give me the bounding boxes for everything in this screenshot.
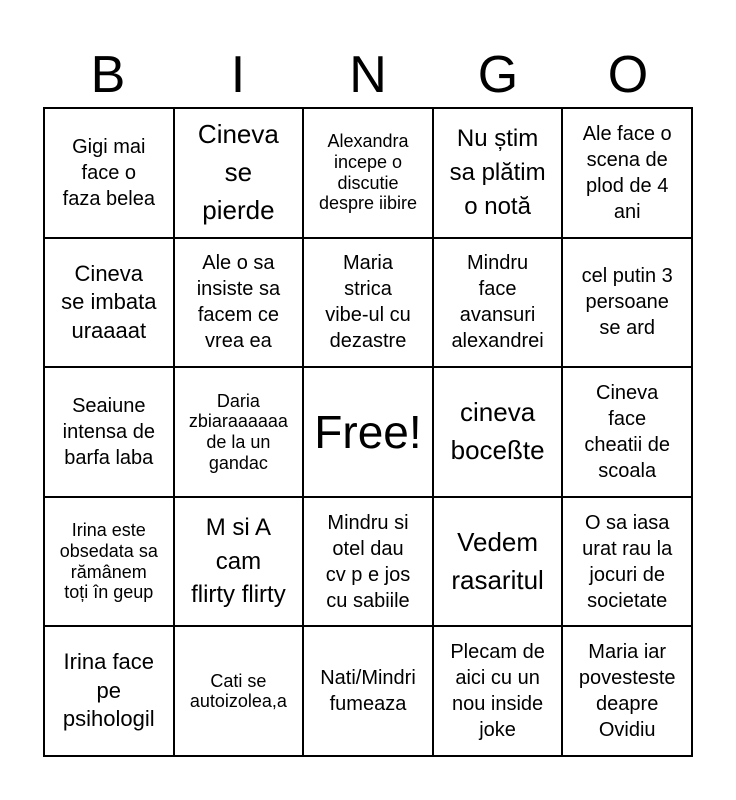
cell-text: Cati se autoizolea,a [189,670,287,712]
header-letter-o: O [607,46,649,104]
bingo-cell[interactable] [174,238,304,368]
bingo-cell[interactable] [562,238,692,368]
cell-text: Irina face pe psihologil [62,649,155,732]
bingo-free-cell[interactable] [303,367,433,497]
bingo-cell[interactable] [562,367,692,497]
bingo-cell[interactable] [433,626,563,756]
bingo-cell[interactable] [433,238,563,368]
bingo-cell[interactable] [433,367,563,497]
bingo-cell[interactable] [44,367,174,497]
bingo-cell[interactable] [174,626,304,756]
cell-text: Cineva se imbata uraaaat [61,260,157,343]
cell-text: Ale o sa insiste sa facem ce vrea ea [196,252,281,353]
bingo-cell[interactable] [174,497,304,627]
cell-text: Nu știm sa plătim o notă [449,125,546,220]
cell-text: Maria strica vibe-ul cu dezastre [325,252,411,353]
bingo-cell[interactable] [433,108,563,238]
bingo-cell[interactable] [303,238,433,368]
header-letter-b: B [90,46,126,104]
bingo-cell[interactable] [562,497,692,627]
free-space-label: Free! [314,405,422,458]
bingo-cell[interactable] [44,238,174,368]
cell-text: Cineva face cheatii de scoala [584,381,670,482]
cell-text: Seaiune intensa de barfa laba [62,394,155,469]
bingo-cell[interactable] [174,108,304,238]
cell-text: Alexandra incepe o discutie despre iibire [318,131,418,214]
cell-text: M si A cam flirty flirty [191,514,286,609]
cell-text: O sa iasa urat rau la jocuri de societate [582,511,673,612]
header-letter-g: G [477,46,519,104]
cell-text: cineva boceßte [450,397,545,465]
cell-text: Gigi mai face o faza belea [62,135,155,210]
header-letter-n: N [349,46,387,104]
bingo-cell[interactable] [303,626,433,756]
cell-text: Daria zbiaraaaaaa de la un gandac [188,390,288,473]
cell-text: Maria iar povesteste deapre Ovidiu [578,641,676,742]
cell-text: Nati/Mindri fumeaza [320,667,416,716]
bingo-cell[interactable] [303,497,433,627]
cell-text: Cineva se pierde [197,119,279,225]
bingo-cell[interactable] [303,108,433,238]
cell-text: cel putin 3 persoane se ard [581,265,673,340]
cell-text: Irina este obsedata sa rămânem toți în geup [59,520,158,603]
cell-text: Mindru si otel dau cv p e jos cu sabiile [325,511,411,612]
cell-text: Vedem rasaritul [451,526,544,595]
cell-text: Mindru face avansuri alexandrei [451,252,544,353]
bingo-cell[interactable] [44,108,174,238]
bingo-cell[interactable] [562,108,692,238]
bingo-cell[interactable] [562,626,692,756]
cell-text: Plecam de aici cu un nou inside joke [450,641,545,742]
header-letter-i: I [230,46,246,104]
bingo-card [43,107,693,757]
bingo-cell[interactable] [44,497,174,627]
bingo-cell[interactable] [44,626,174,756]
bingo-cell[interactable] [174,367,304,497]
bingo-header [43,40,693,110]
cell-text: Ale face o scena de plod de 4 ani [582,122,672,223]
bingo-cell[interactable] [433,497,563,627]
